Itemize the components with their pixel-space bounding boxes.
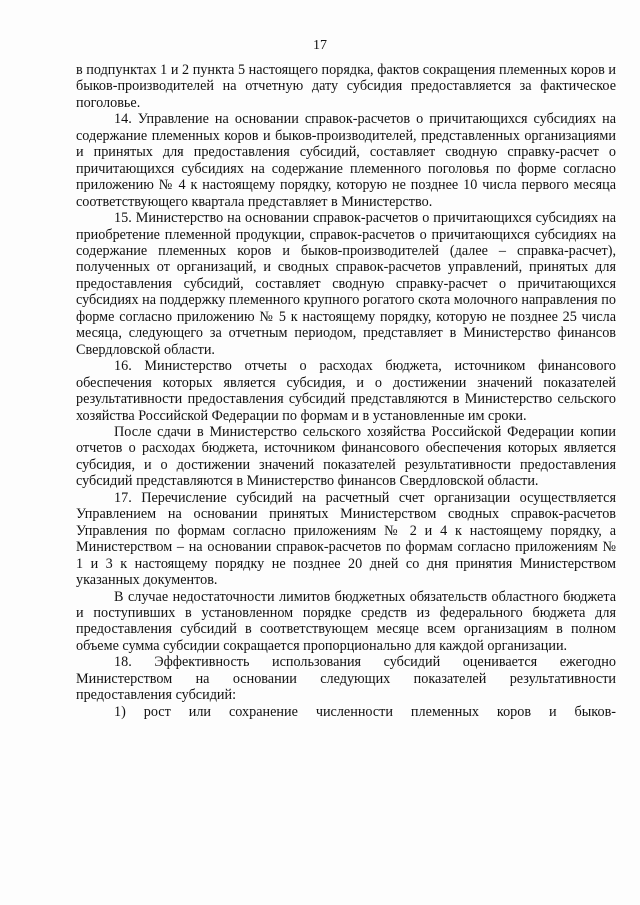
paragraph-18: 18. Эффективность использования субсидий оценивается ежегодно Министерством на основании следующих показателей результативности предоставления субсидий: [76, 654, 616, 704]
paragraph-18-item-1: 1) рост или сохранение численности племенных коров и быков- [114, 703, 616, 720]
paragraph-16: 16. Министерство отчеты о расходах бюджета, источником финансового обеспечения которых является субсидия, и о достижении значений показателей результативности предоставления субсидий представляются в Министерство сельского хозяйства Российской Федерации по формам и в установленные им сроки. [76, 358, 616, 424]
paragraph-16-continued: После сдачи в Министерство сельского хозяйства Российской Федерации копии отчетов о расходах бюджета, источником финансового обеспечения которых является субсидия, и о достижении значений показателей результативности предоставления субсидий представляются в Министерство финансов Свердловской области. [76, 423, 616, 490]
paragraph-continuation: в подпунктах 1 и 2 пункта 5 настоящего порядка, фактов сокращения племенных коров и быков-производителей на отчетную дату субсидия предоставляется за фактическое поголовье. [76, 62, 616, 111]
document-body [76, 62, 616, 720]
paragraph-15: 15. Министерство на основании справок-расчетов о причитающихся субсидиях на приобретение племенной продукции, справок-расчетов о причитающихся субсидиях на содержание племенных коров и быков-производителей (далее – справка-расчет), полученных от организаций, и сводных справок-расчетов управлений, принятых для предоставления субсидий, составляет сводную справку-расчет о причитающихся субсидиях на поддержку племенного крупного рогатого скота молочного направления по форме согласно приложению № 5 к настоящему порядку, которую не позднее 25 числа месяца, следующего за отчетным периодом, представляет в Министерство финансов Свердловской области. [76, 210, 616, 358]
paragraph-17-continued: В случае недостаточности лимитов бюджетных обязательств областного бюджета и поступивших в установленном порядке средств из федерального бюджета для предоставления субсидий в соответствующем месяце всем организациям в полном объеме сумма субсидии сокращается пропорционально для каждой организации. [76, 588, 616, 654]
page-number: 17 [313, 38, 327, 53]
paragraph-14: 14. Управление на основании справок-расчетов о причитающихся субсидиях на содержание племенных коров и быков-производителей, представленных организациями и принятых для предоставления субсидий, составляет сводную справку-расчет о причитающихся субсидиях на содержание племенного поголовья по форме согласно приложению № 4 к настоящему порядку, которую не позднее 10 числа первого месяца соответствующего квартала представляет в Министерство. [76, 111, 616, 210]
paragraph-17: 17. Перечисление субсидий на расчетный счет организации осуществляется Управлением на основании принятых Министерством сводных справок-расчетов Управления по формам согласно приложениям № 2 и 4 к настоящему порядку, а Министерством – на основании справок-расчетов по формам согласно приложениям № 1 и 3 к настоящему порядку не позднее 20 дней со дня принятия Министерством указанных документов. [76, 489, 616, 589]
